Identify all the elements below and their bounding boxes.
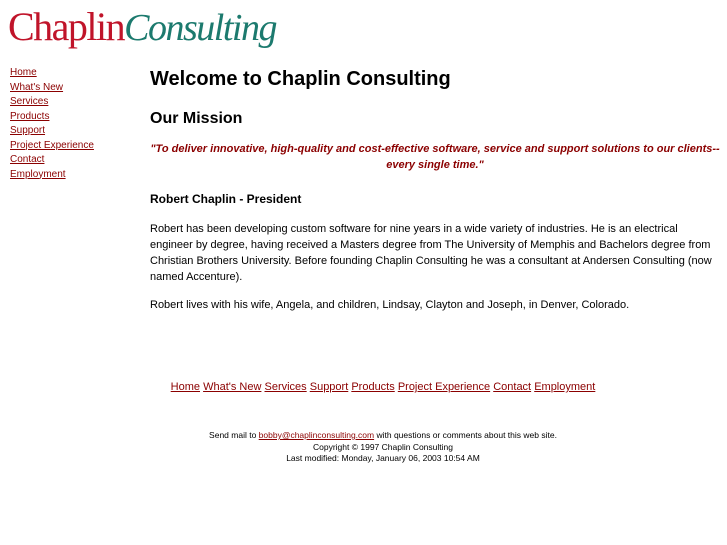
sidebar-item-employment[interactable]: Employment	[10, 168, 66, 180]
footer-mail-suffix: with questions or comments about this web site.	[376, 430, 557, 440]
mission-statement: "To deliver innovative, high-quality and cost-effective software, service and support solutions to our clients--every single time."	[150, 143, 720, 171]
bio-paragraph-1: Robert has been developing custom software for nine years in a wide variety of industries. He is an electrical engineer by degree, having received a Masters degree from The University of Memphis and Bachelors degree from Christian Brothers University. Before founding Chaplin Consulting he was a consultant at Andersen Consulting (now named Accenture).	[150, 223, 712, 283]
sidebar-item-project-experience[interactable]: Project Experience	[10, 139, 94, 151]
sidebar-nav	[10, 66, 94, 182]
footer-link-home[interactable]: Home	[170, 381, 201, 393]
logo	[8, 4, 276, 50]
footer-link-support[interactable]: Support	[309, 381, 349, 393]
main-content	[150, 66, 720, 313]
sidebar-item-whats-new[interactable]: What's New	[10, 81, 64, 93]
president-heading: Robert Chaplin - President	[150, 192, 302, 206]
sidebar-item-home[interactable]: Home	[10, 67, 37, 78]
footer-link-products[interactable]: Products	[351, 381, 395, 393]
footer-link-contact[interactable]: Contact	[493, 381, 532, 393]
footer-last-modified: Last modified: Monday, January 06, 2003 10:54 AM	[286, 453, 480, 463]
footer-copyright: Copyright © 1997 Chaplin Consulting	[313, 441, 453, 452]
mission-heading: Our Mission	[150, 110, 243, 127]
page-footer	[150, 430, 616, 465]
sidebar-item-products[interactable]: Products	[10, 110, 50, 122]
footer-link-services[interactable]: Services	[264, 381, 307, 393]
footer-link-project-experience[interactable]: Project Experience	[397, 381, 491, 393]
sidebar-item-contact[interactable]: Contact	[10, 154, 45, 165]
bio-paragraph-2: Robert lives with his wife, Angela, and children, Lindsay, Clayton and Joseph, in Denver, Colorado.	[150, 299, 630, 311]
footer-mail-prefix: Send mail to	[209, 430, 257, 440]
footer-link-employment[interactable]: Employment	[534, 381, 596, 393]
logo-text-chaplin: Chaplin	[8, 4, 125, 49]
sidebar-item-services[interactable]: Services	[10, 96, 49, 107]
page-title: Welcome to Chaplin Consulting	[150, 68, 451, 90]
footer-mail-line	[150, 430, 616, 442]
logo-text-consulting: Consulting	[124, 7, 276, 49]
footer-nav	[150, 381, 616, 393]
footer-email-link[interactable]: bobby@chaplinconsulting.com	[258, 430, 375, 440]
footer-link-whats-new[interactable]: What's New	[203, 381, 262, 393]
sidebar-item-support[interactable]: Support	[10, 125, 46, 136]
